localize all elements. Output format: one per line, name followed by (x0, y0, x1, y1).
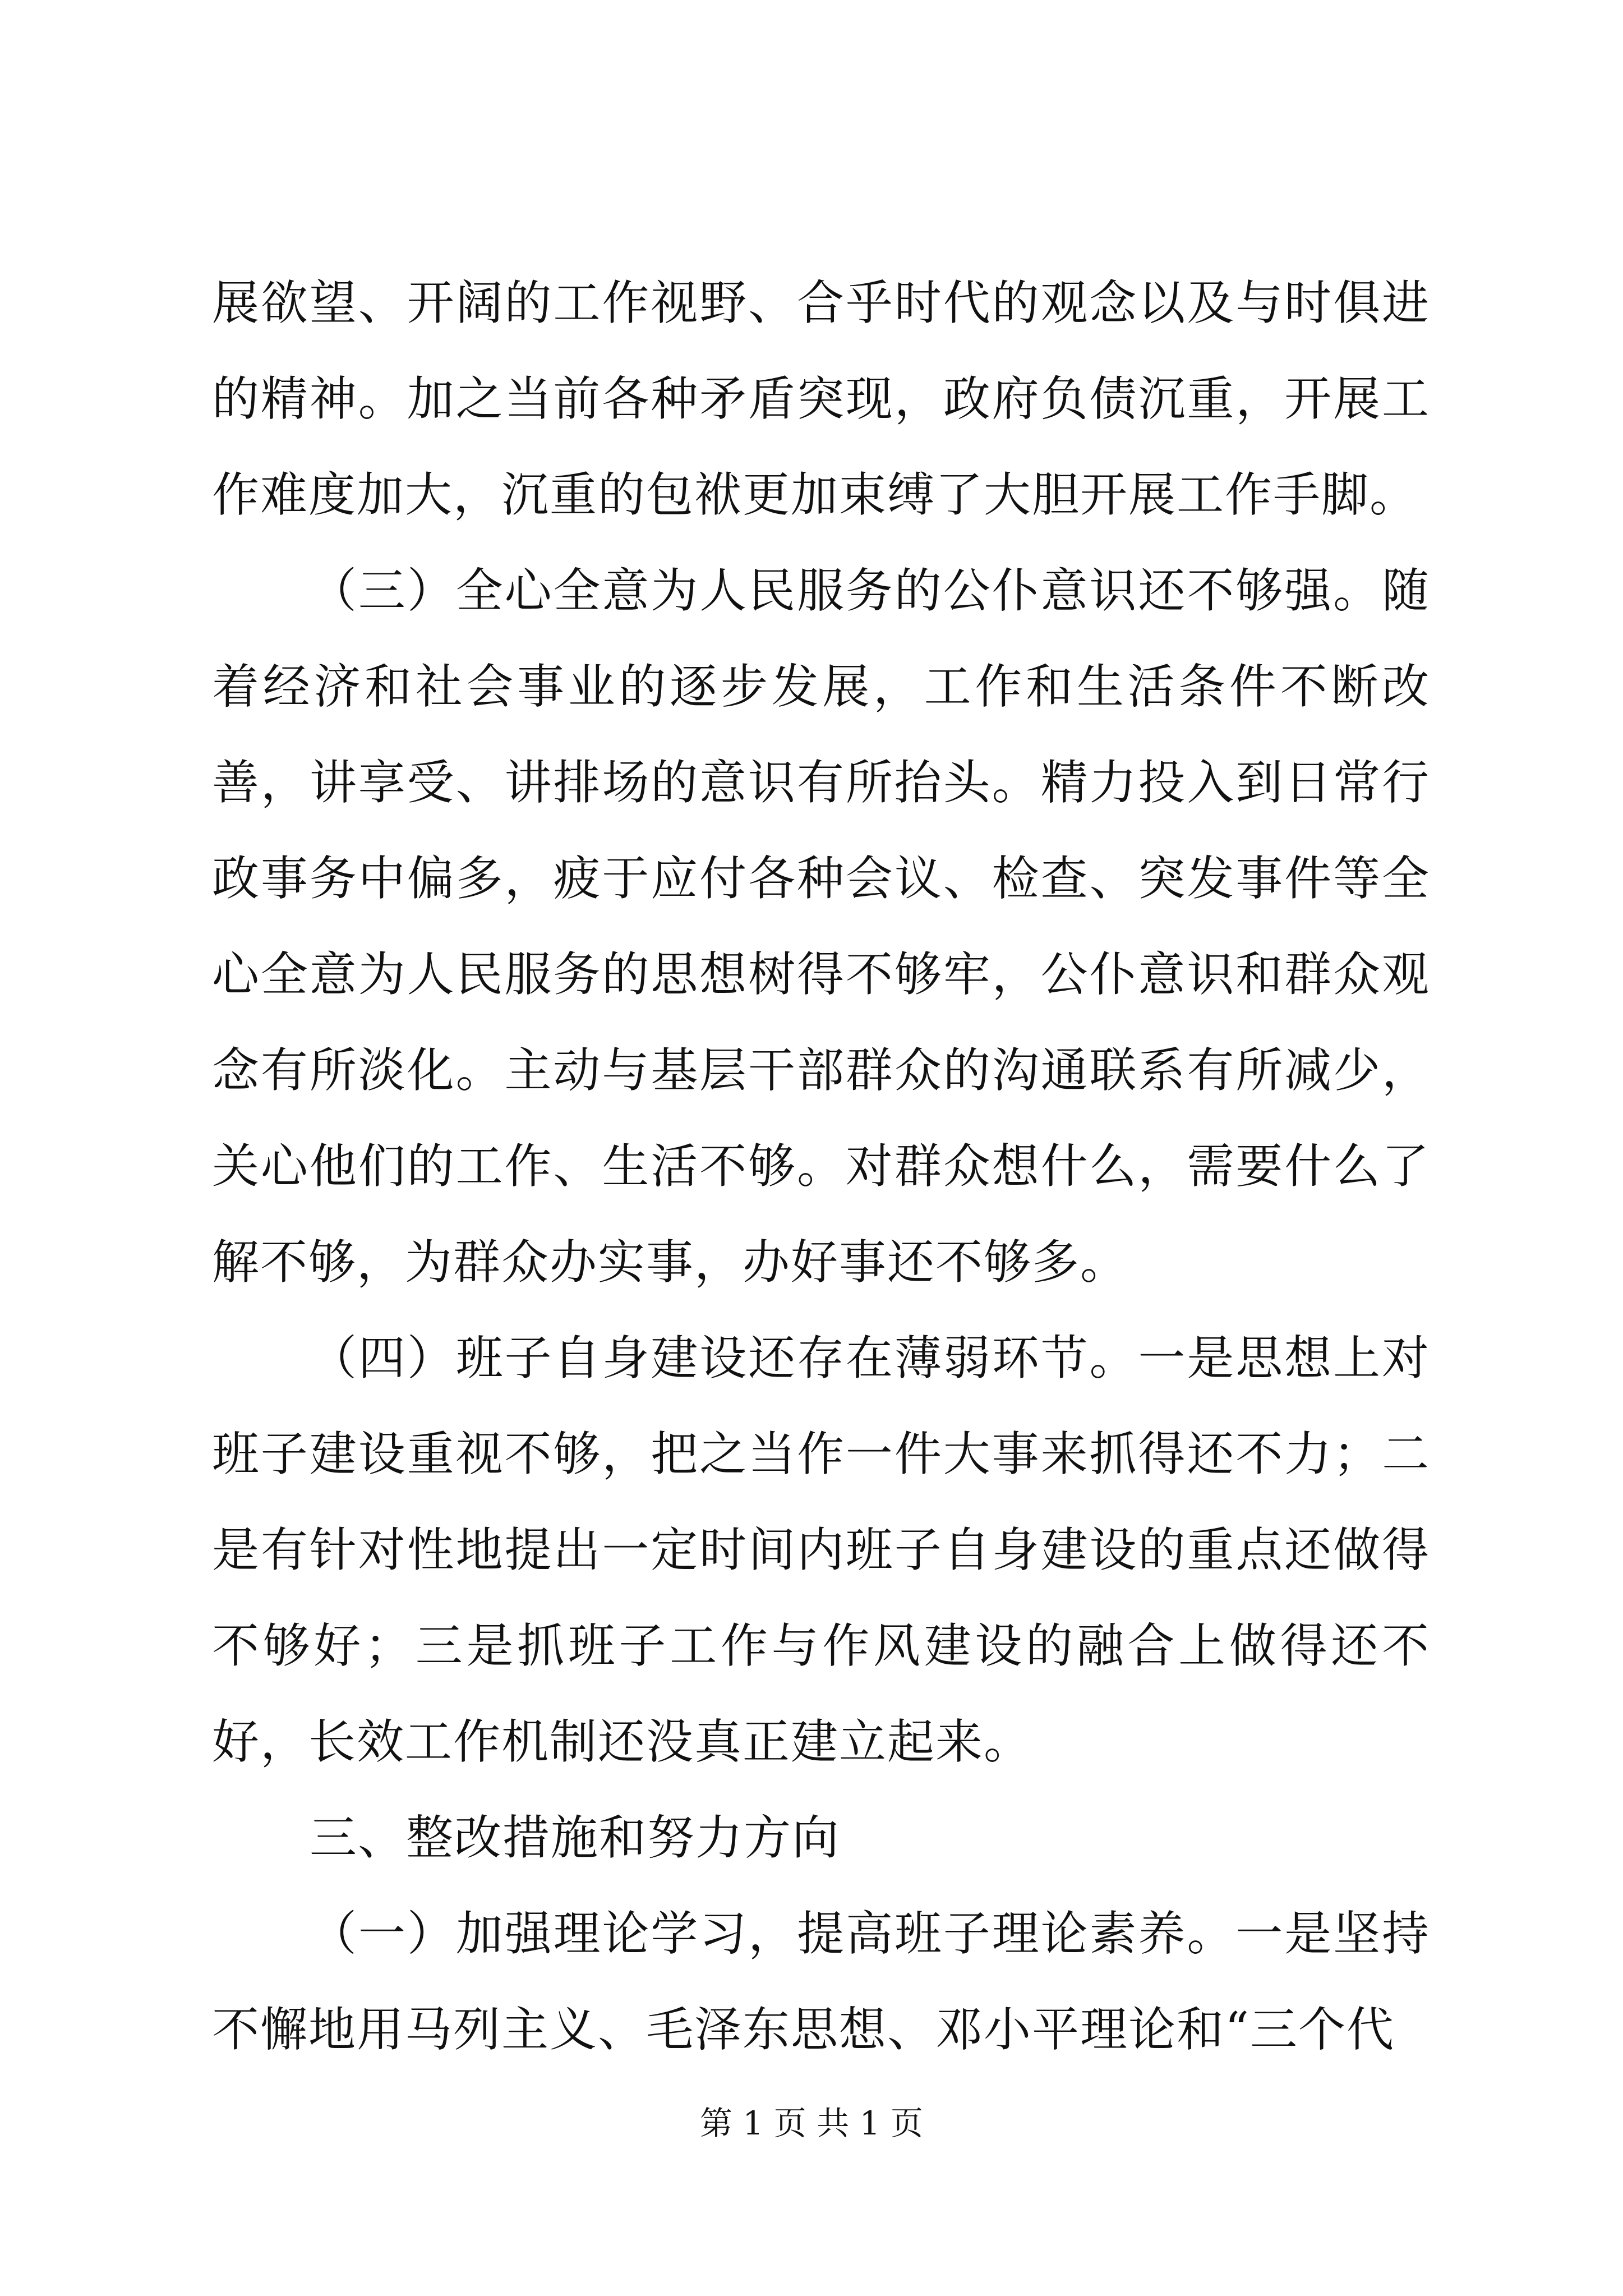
document-body (212, 255, 1430, 2078)
paragraph-3: （四）班子自身建设还存在薄弱环节。一是思想上对班子建设重视不够，把之当作一件大事来抓得还不力；二是有针对性地提出一定时间内班子自身建设的重点还做得不够好；三是抓班子工作与作风建设的融合上做得还不好，长效工作机制还没真正建立起来。 (212, 1331, 1430, 1769)
paragraph-1: 展欲望、开阔的工作视野、合乎时代的观念以及与时俱进的精神。加之当前各种矛盾突现，政府负债沉重，开展工作难度加大，沉重的包袱更加束缚了大胆开展工作手脚。 (212, 275, 1430, 522)
paragraph-4: （一）加强理论学习，提高班子理论素养。一是坚持不懈地用马列主义、毛泽东思想、邓小平理论和“三个代 (212, 1906, 1430, 2057)
paragraph-2: （三）全心全意为人民服务的公仆意识还不够强。随着经济和社会事业的逐步发展，工作和生活条件不断改善，讲享受、讲排场的意识有所抬头。精力投入到日常行政事务中偏多，疲于应付各种会议、检查、突发事件等全心全意为人民服务的思想树得不够牢，公仆意识和群众观念有所淡化。主动与基层干部群众的沟通联系有所减少，关心他们的工作、生活不够。对群众想什么，需要什么了解不够，为群众办实事，办好事还不够多。 (212, 563, 1430, 1290)
section-heading: 三、整改措施和努力方向 (310, 1810, 841, 1865)
page-number-footer: 第 1 页 共 1 页 (700, 2104, 923, 2142)
